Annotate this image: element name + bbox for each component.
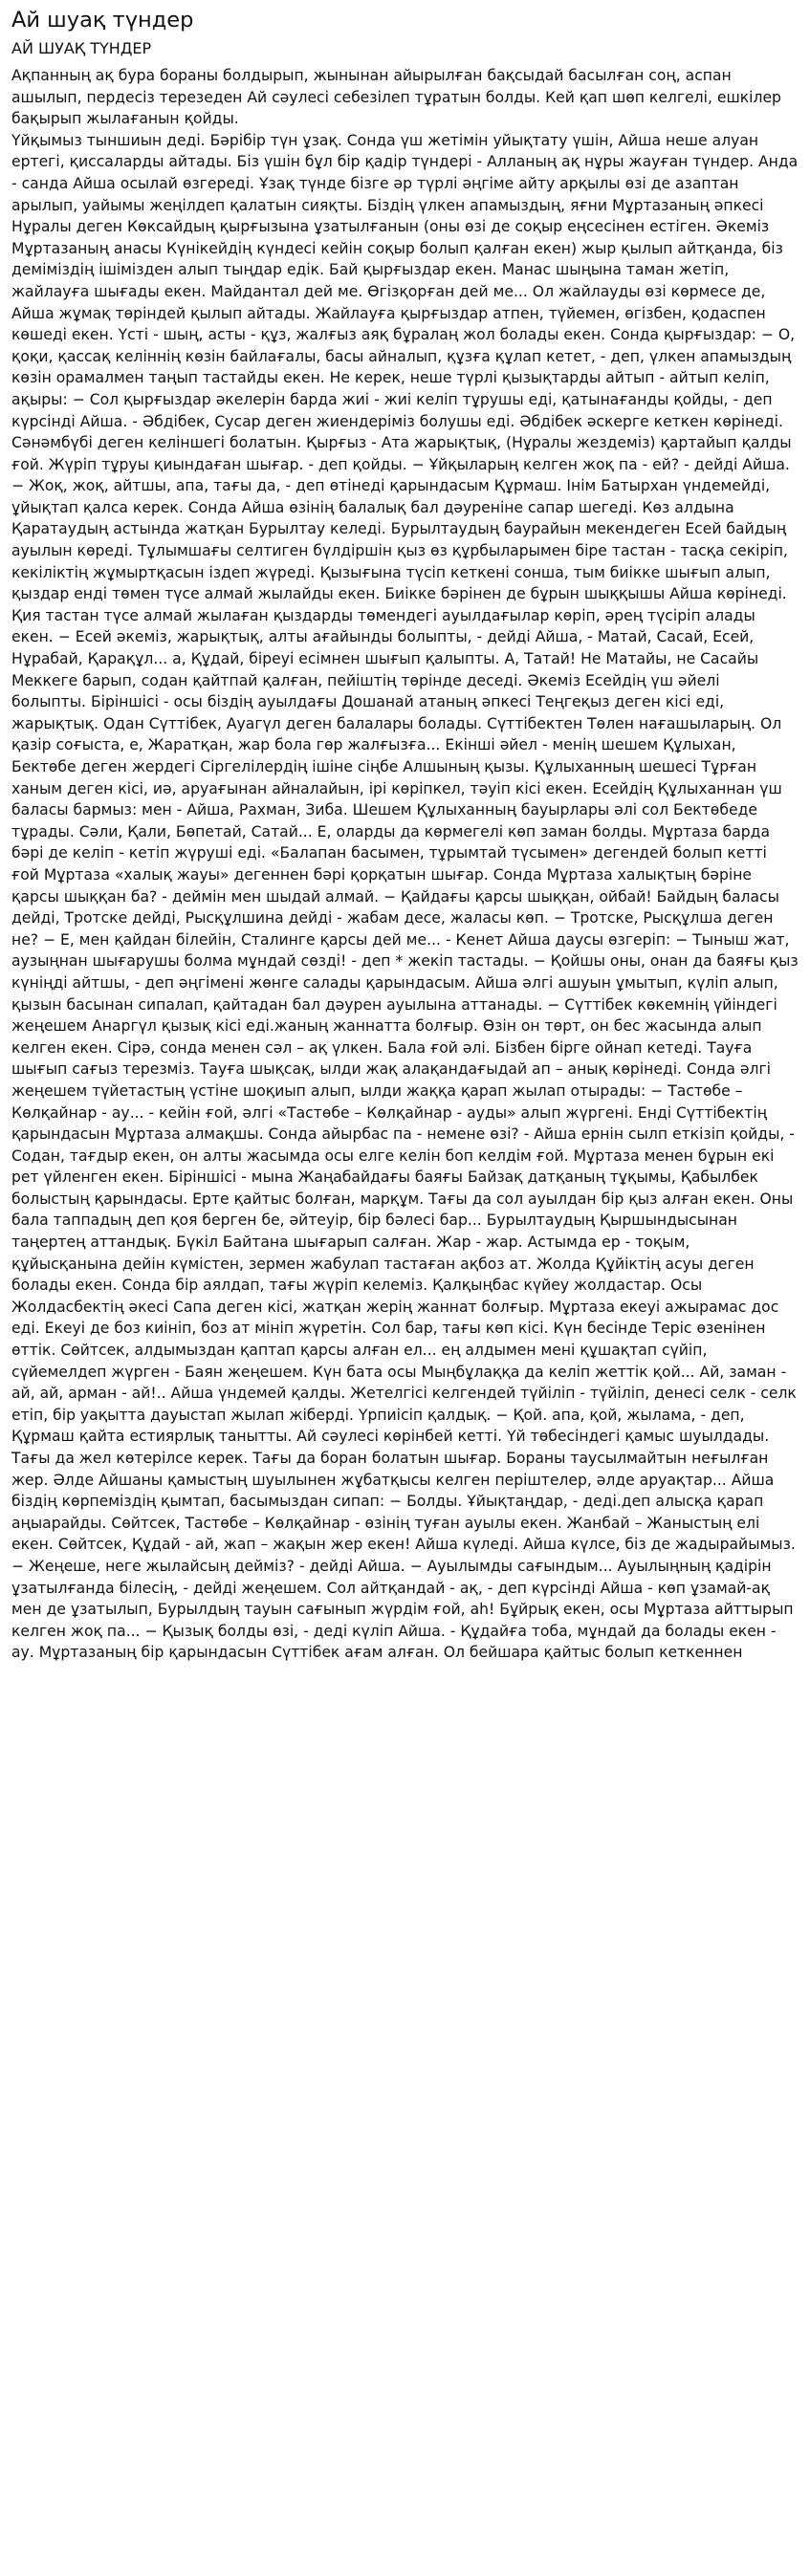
page-title: Ай шуақ түндер [11,8,194,33]
story-text: Ақпанның ақ бура бораны болдырып, жынынан айырылған бақсыдай басылған соң, аспан ашылып, пердесіз терезеден Ай сәулесі себезілеп тұратын болды. Кей қап шөп келгелі, ешкілер бақырып жылағанын қойды. Үйқымыз тыншиын деді. Бәрібір түн ұзақ. Сонда үш жетімін уйықтату үшін, Айша неше алуан ертегі, қиссаларды айтады. Біз үшін бұл бір қадір түндері - Алланың ақ нұры жауған түндер. Анда - санда Айша осылай өзгереді. Ұзақ түнде бізге әр түрлі әңгіме айту арқылы өзі де азаптан арылып, уайымы жеңілдеп қалатын сияқты. Біздің үлкен апамыздың, яғни Мұртазаның әпкесі Нұралы деген Көксайдың қырғызына ұзатылғанын (оны өзі де соқыр еңсесінен естіген. Әкеміз Мұртазаның анасы Күнікейдің күндесі кейін соқыр болып қалған екен) жыр қылып айтқанда, біз деміміздің ішімізден алып тыңдар едік. Бай қырғыздар екен. Манас шыңына таман жетіп, жайлауға шығады екен. Майдантал дей ме. Өгізқорған дей ме... Ол жайлауды өзі көрмесе де, Айша жұмақ төріндей қылып айтады. Жайлауға қырғыздар атпен, түйемен, өгізбен, қодаспен көшеді екен. Үсті - шың, асты - құз, жалғыз аяқ бұралаң жол болады екен. Сонда қырғыздар: − О, қоқи, қассақ келіннің көзін байлағалы, басы айналып, құзға құлап кетет, - деп, үлкен апамыздың көзін орамалмен таңып тастайды екен. Не керек, неше түрлі қызықтарды айтып - айтып келіп, ақыры: − Сол қырғыздар әкелерін барда жиі - жиі келіп тұрушы еді, қатынағанды қойды, - деп күрсінді Айша. - Әбдібек, Сусар деген жиендеріміз болушы еді. Әбдібек әскерге кеткен көрінеді. Сәнәмбүбі деген келіншегі болатын. Қырғыз - Ата жарықтық, (Нұралы жездеміз) қартайып қалды ғой. Жүріп тұруы қиындаған шығар. - деп қойды. − Ұйқыларың келген жоқ па - ей? - дейді Айша. − Жоқ, жоқ, айтшы, апа, тағы да, - деп өтінеді қарындасым Құрмаш. Інім Батырхан үндемейді, ұйықтап қалса керек. Сонда Айша өзінің балалық бал дәуреніне сапар шегеді. Көз алдына Қаратаудың астында жатқан Бурылтау келеді. Бурылтаудың баурайын мекендеген Есей байдың ауылын көреді. Тұлымшағы селтиген бүлдіршін қыз өз құрбыларымен біре тастан - тасқа секіріп, кекіліктің жұмыртқасын іздеп жүреді. Қызығына түсіп кеткені сонша, тым биікке шығып алып, қыздар енді төмен түсе алмай жылайды екен. Биікке бәрінен де бұрын шыққышы Айша көрінеді. Қия тастан түсе алмай жылаған қыздарды төмендегі ауылдағылар көріп, әрең түсіріп алады екен. − Есей әкеміз, жарықтық, алты ағайынды болыпты, - дейді Айша, - Матай, Сасай, Есей, Нұрабай, Қарақұл... а, Құдай, біреуі есімнен шығып қалыпты. А, Татай! Не Матайы, не Сасайы Меккеге барып, содан қайтпай қалған, пейіштің төрінде деседі. Әкеміз Есейдің үш әйелі болыпты. Біріншісі - осы біздің ауылдағы Дошанай атаның әпкесі Теңгеқыз деген кісі еді, жарықтық. Одан Сүттібек, Ауагүл деген балалары болады. Сүттібектен Төлен нағашыларың. Ол қазір соғыста, е, Жаратқан, жар бола гөр жалғызға... Екінші әйел - менің шешем Құлыхан, Бектөбе деген жердегі Сіргелілердің ішіне сіңбе Алшының қызы. Құлыханның шешесі Тұрған ханым деген кісі, иә, аруағынан айналайын, ірі көріпкел, тәуіп кісі екен. Есейдің Құлыханнан үш баласы бармыз: мен - Айша, Рахман, Зиба. Шешем Құлыханның бауырлары әлі сол Бектөбеде тұрады. Сәли, Қали, Бөпетай, Сатай... Е, оларды да көрмегелі көп заман болды. Мұртаза барда бәрі де келіп - кетіп жүруші еді. «Балапан басымен, тұрымтай түсымен» дегендей болып кетті ғой Мұртаза «халық жауы» дегеннен бәрі қорқатын шығар. Сонда Мұртаза халықтың бәріне қарсы шыққан ба? - деймін мен шыдай алмай. − Қайдағы қарсы шыққан, ойбай! Байдың баласы дейді, Тротске дейді, Рысқұлшина дейді - жабам десе, жаласы көп. − Тротске, Рысқұлша деген не? − Е, мен қайдан білейін, Сталинге қарсы дей ме... - Кенет Айша даусы өзгеріп: − Тыныш жат, аузыңнан шығарушы болма мұндай сөзді! - деп * жекіп тастады. − Қойшы оны, онан да баяғы қыз күніңді айтшы, - деп әңгімені жөнге салады қарындасым. Айша әлгі ашуын ұмытып, күліп алып, қызын басынан сипалап, қайтадан бал дәурен ауылына аттанады. − Сүттібек көкемнің үйіндегі жеңешем Анаргүл қызық кісі еді.жаның жаннатта болғыр. Өзін он төрт, он бес жасында алып келген екен. Сірә, сонда менен сәл – ақ үлкен. Бала ғой әлі. Бізбен бірге ойнап кетеді. Тауға шығып сағыз терезміз. Тауға шықсақ, ылди жақ алақандағыдай ап – анық көрінеді. Сонда әлгі жеңешем түйетастың үстіне шоқиып алып, ылди жаққа қарап жылап отырады: − Тастөбе – Көлқайнар - ау... - кейін ғой, әлгі «Тастөбе – Көлқайнар - ауды» алып жүргені. Енді Сүттібектің қарындасын Мұртаза алмақшы. Сонда айырбас па - немене өзі? - Айша ернін сылп еткізіп қойды, - Содан, тағдыр екен, он алты жасымда осы елге келін боп келдім ғой. Мұртаза менен бұрын екі рет үйленген екен. Біріншісі - мына Жаңабайдағы баяғы Байзақ датқаның тұқымы, Қабылбек болыстың қарындасы. Ерте қайтыс болған, марқұм. Тағы да сол ауылдан бір қыз алған екен. Оны бала таппадың деп қоя берген бе, әйтеуір, бір бәлесі бар... Бурылтаудың Қыршындысынан таңертең аттандық. Бүкіл Байтана шығарып салған. Жар - жар. Астымда ер - тоқым, құйысқанына дейін күмістен, зермен жабулап тастаған ақбоз ат. Жолда Құйіктің асуы деген болады екен. Сонда бір аялдап, тағы жүріп келеміз. Қалқыңбас күйеу жолдастар. Осы Жолдасбектің әкесі Сапа деген кісі, жатқан жерің жаннат болғыр. Мұртаза екеуі ажырамас дос еді. Екеуі де боз киініп, боз ат мініп жүретін. Сол бар, тағы көп кісі. Күн бесінде Теріс өзенінен өттік. Сөйтсек, алдымыздан қаптап қарсы алған ел... ең алдымен мені құшақтап сүйіп, сүйемелдеп жүрген - Баян жеңешем. Күн бата осы Мыңбұлаққа да келіп жеттік қой... Ай, заман - ай, ай, арман - ай!.. Айша үндемей қалды. Жетелгісі келгендей түйіліп - түйіліп, денесі селк - селк етіп, бір уақытта дауыстап жылап жіберді. Үрпиісіп қалдық. − Қой. апа, қой, жылама, - деп, Құрмаш қайта естиярлық танытты. Ай сәулесі көрінбей кетті. Үй төбесіндегі қамыс шуылдады. Тағы да жел көтерілсе керек. Тағы да боран болатын шығар. Бораны таусылмайтын неғылған жер. Әлде Айшаны қамыстың шуылынен жұбатқысы келген періштелер, әлде аруақтар... Айша біздің көрпеміздің қымтап, басымыздан сипап: − Болды. Ұйықтаңдар, - деді.деп алысқа қарап аңыарайды. Сөйтсек, Тастөбе – Көлқайнар - өзінің туған ауылы екен. Жанбай – Жаныстың елі екен. Сөйтсек, Құдай - ай, жап – жақын жер екен! Айша күледі. Айша күлсе, біз де жадырайымыз. − Жеңеше, неге жылайсың дейміз? - дейді Айша. − Ауылымды сағындым... Ауылыңның қадірін ұзатылғанда білесің, - дейді жеңешем. Сол айтқандай - ақ, - деп күрсінді Айша - көп ұзамай-ақ мен де ұзатылып, Бурылдың тауын сағынып жүрдім ғой, аһ! Бұйрық екен, осы Мұртаза айттырып келген жоқ па... − Қызық болды өзі, - деді күліп Айша. - Құдайға тоба, мұндай да болады екен - ау. Мұртазаның бір қарындасын Сүттібек ағам алған. Ол бейшара қайтыс болып кеткеннен [11,67,799,1662]
chapter-heading: АЙ ШУАҚ ТҮНДЕР [11,39,152,57]
